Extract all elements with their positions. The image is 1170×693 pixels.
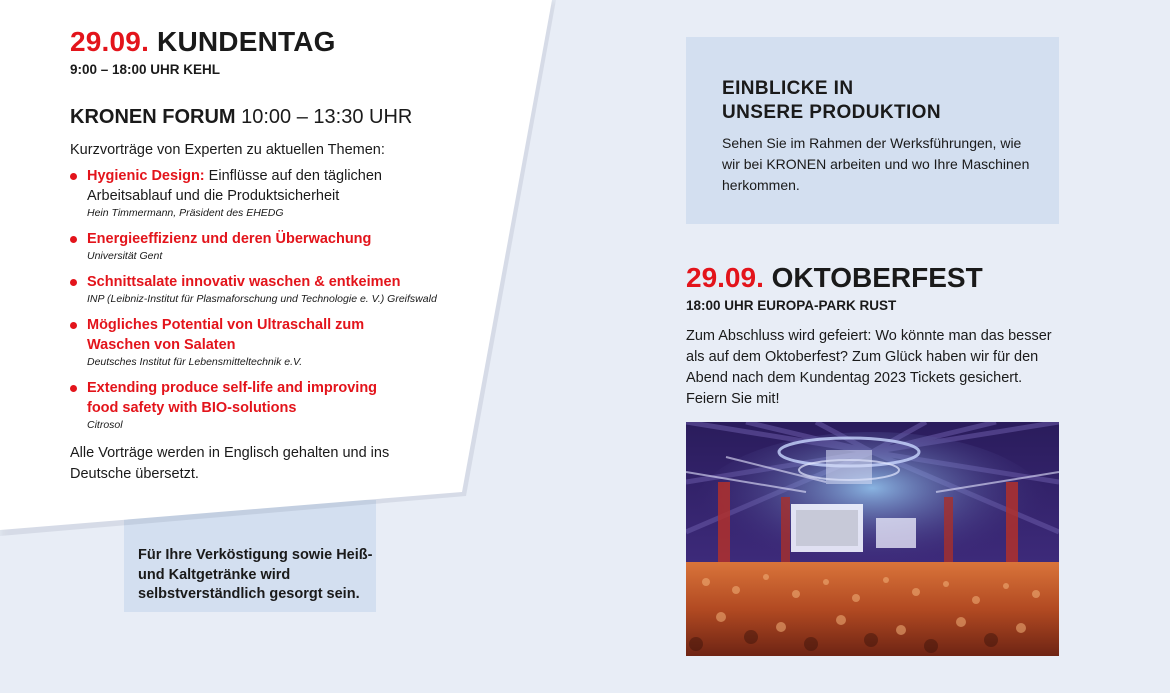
bullet-icon [70, 236, 77, 243]
kundentag-title [70, 26, 490, 58]
production-title-line: EINBLICKE IN [722, 78, 854, 99]
catering-text: Für Ihre Verköstigung sowie Heiß- und Kaltgetränke wird selbstverständlich gesorgt sein. [138, 547, 373, 602]
oktoberfest-text: Zum Abschluss wird gefeiert: Wo könnte man das besser als auf dem Oktoberfest? Zum Glück haben wir für den Abend nach dem Kundentag 2023 Tickets gesichert. Feiern Sie mit! [686, 328, 1052, 407]
forum-time: 10:00 – 13:30 UHR [241, 106, 413, 128]
talk-speaker: Deutsches Institut für Lebensmitteltechnik e.V. [87, 356, 303, 368]
talk-title: Hygienic Design: [87, 168, 205, 184]
festival-tent-illustration [686, 422, 1059, 656]
oktoberfest-photo [686, 422, 1059, 656]
production-title [722, 77, 941, 125]
talk-title: Energieeffizienz und deren Überwachung [87, 231, 372, 247]
kundentag-header [70, 26, 490, 78]
talk-item [70, 378, 490, 432]
oktoberfest-date: 29.09. [686, 262, 764, 293]
talk-speaker: Universität Gent [87, 250, 163, 262]
kundentag-date: 29.09. [70, 26, 150, 57]
production-text: Sehen Sie im Rahmen der Werksführungen, wie wir bei KRONEN arbeiten und wo Ihre Maschinen herkommen. [722, 135, 1030, 193]
talk-title: Extending produce self-life and improving food safety with BIO-solutions [87, 380, 378, 416]
oktoberfest-title [686, 262, 983, 294]
oktoberfest-heading: OKTOBERFEST [771, 262, 983, 293]
bullet-icon [70, 279, 77, 286]
talks-outro: Alle Vorträge werden in Englisch gehalten und ins Deutsche übersetzt. [70, 445, 390, 482]
production-title-line: UNSERE PRODUKTION [722, 102, 941, 123]
talk-speaker: Hein Timmermann, Präsident des EHEDG [87, 207, 284, 219]
forum-intro: Kurzvorträge von Experten zu aktuellen Themen: [70, 142, 385, 158]
bullet-icon [70, 322, 77, 329]
talk-speaker: INP (Leibniz-Institut für Plasmaforschung und Technologie e. V.) Greifswald [87, 293, 437, 305]
talk-item [70, 166, 490, 220]
bullet-icon [70, 385, 77, 392]
forum-name: KRONEN FORUM [70, 106, 236, 128]
talk-title: Schnittsalate innovativ waschen & entkeimen [87, 274, 401, 290]
talk-speaker: Citrosol [87, 419, 123, 431]
talk-item [70, 272, 490, 306]
talk-title: Mögliches Potential von Ultraschall zum Waschen von Salaten [87, 317, 365, 353]
forum-heading [70, 105, 412, 129]
oktoberfest-subtitle: 18:00 UHR EUROPA-PARK RUST [686, 298, 897, 313]
talk-item [70, 315, 490, 369]
bullet-icon [70, 173, 77, 180]
talk-item [70, 229, 490, 263]
talk-description: Einflüsse auf den täglichen Arbeitsablauf und die Produktsicherheit [87, 168, 382, 204]
kundentag-subtitle: 9:00 – 18:00 UHR KEHL [70, 62, 221, 77]
kundentag-heading: KUNDENTAG [157, 26, 336, 57]
